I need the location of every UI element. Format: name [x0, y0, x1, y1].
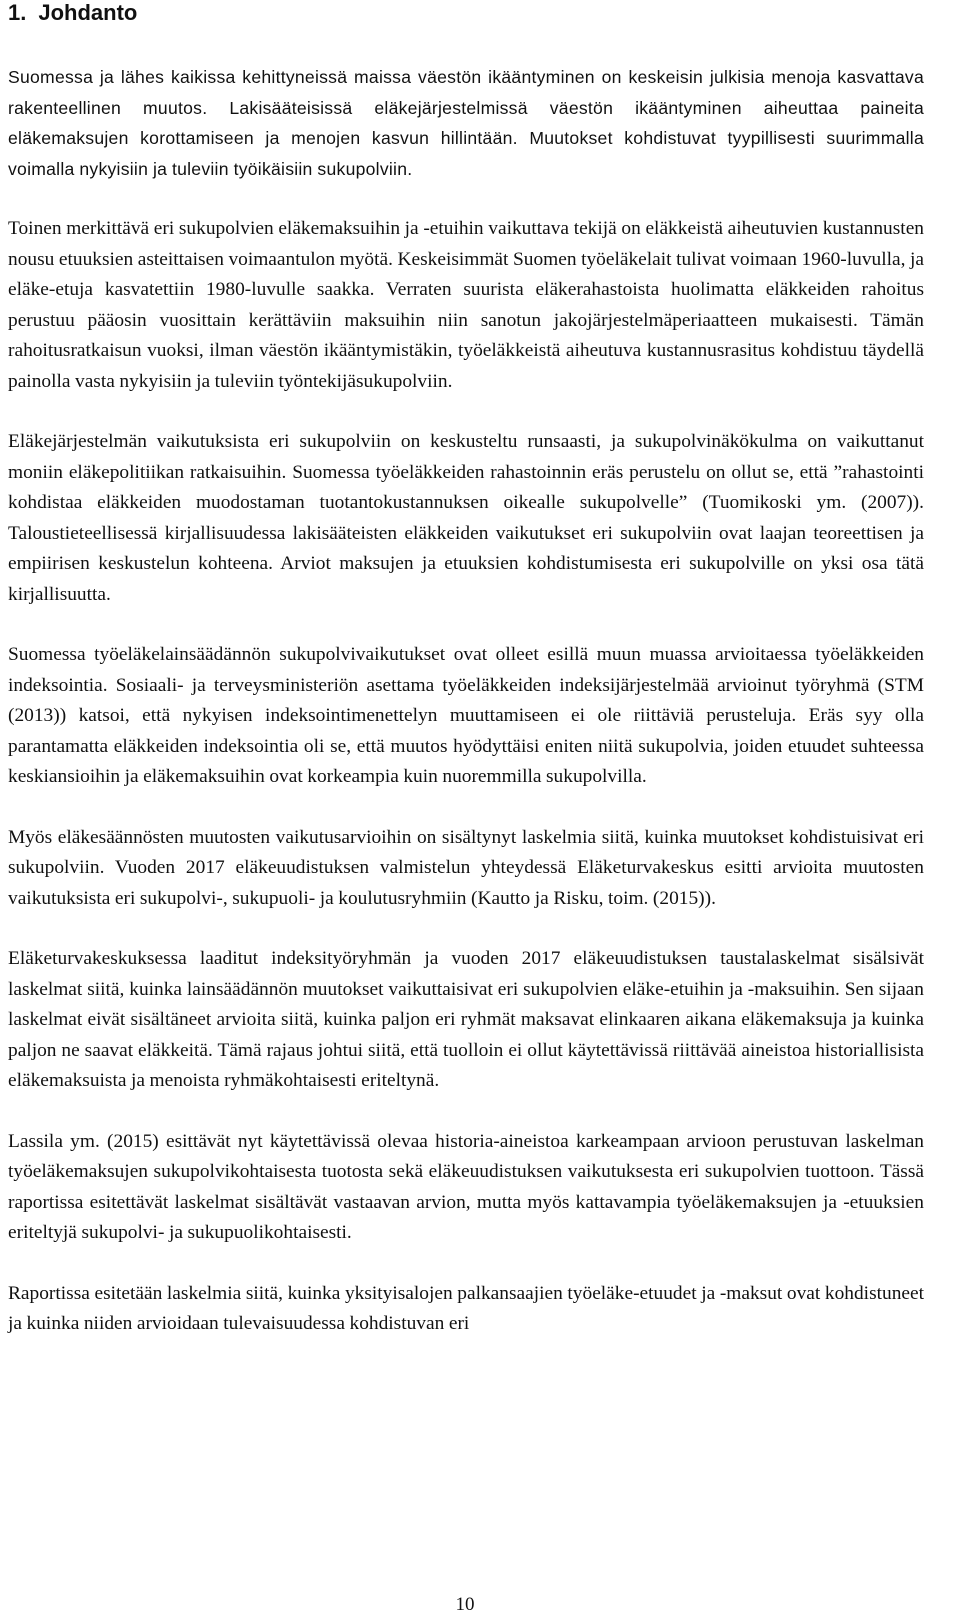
paragraph-intro-text: Suomessa ja lähes kaikissa kehittyneissä maissa väestön ikääntyminen on keskeisin julkisia menoja kasvattava rakenteellinen muutos. Lakisääteisissä eläkejärjestelmissä väestön ikääntyminen aiheuttaa paineita eläkemaksujen korottamiseen ja menojen kasvun hillintään. Muutokset kohdistuvat tyypillisesti suurimmalla voimalla nykyisiin ja tuleviin työikäisiin sukupolviin.	[8, 67, 924, 179]
paragraph: Eläketurvakeskuksessa laaditut indeksityöryhmän ja vuoden 2017 eläkeuudistuksen taustalaskelmat sisälsivät laskelmat siitä, kuinka lainsäädännön muutokset vaikuttaisivat eri sukupolvien eläke-etuihin ja -maksuihin. Sen sijaan laskelmat eivät sisältäneet arvioita siitä, kuinka paljon eri ryhmät maksavat elinkaaren aikana eläkemaksuja ja kuinka paljon ne saavat eläkkeitä. Tämä rajaus johtui siitä, että tuolloin ei ollut käytettävissä riittävää aineistoa historiallisista eläkemaksuista ja menoista ryhmäkohtaisesti eriteltynä.	[8, 948, 924, 1091]
paragraph-intro	[8, 62, 924, 184]
section-heading	[8, 0, 924, 26]
document-page	[8, 0, 924, 1340]
paragraph-last: Raportissa esitetään laskelmia siitä, kuinka yksityisalojen palkansaajien työeläke-etuudet ja -maksut ovat kohdistuneet ja kuinka niiden arvioidaan tulevaisuudessa kohdistuvan eri	[8, 1282, 924, 1334]
paragraph: Eläkejärjestelmän vaikutuksista eri sukupolviin on keskusteltu runsaasti, ja sukupolvinäkökulma on vaikuttanut moniin eläkepolitiikan ratkaisuihin. Suomessa työeläkkeiden rahastoinnin eräs perustelu on ollut se, että ”rahastointi kohdistaa eläkkeiden muodostaman tuotantokustannuksen oikealle sukupolvelle” (Tuomikoski ym. (2007)). Taloustieteellisessä kirjallisuudessa lakisääteisten eläkkeiden vaikutukset eri sukupolviin ovat laajan teoreettisen ja empiirisen keskustelun kohteena. Arviot maksujen ja etuuksien kohdistumisesta eri sukupolville on yksi osa tätä kirjallisuutta.	[8, 431, 924, 605]
paragraph: Toinen merkittävä eri sukupolvien eläkemaksuihin ja -etuihin vaikuttava tekijä on eläkkeistä aiheutuvien kustannusten nousu etuuksien asteittaisen voimaantulon myötä. Keskeisimmät Suomen työeläkelait tulivat voimaan 1960-luvulla, ja eläke-etuja kasvatettiin 1980-luvulle saakka. Verraten suurista eläkerahastoista huolimatta eläkkeiden rahoitus perustuu pääosin vuosittain kerättäviin maksuihin niin sanotun jakojärjestelmäperiaatteen mukaisesti. Tämän rahoitusratkaisun vuoksi, ilman väestön ikääntymistäkin, työeläkkeistä aiheutuva kustannusrasitus kohdistuu täydellä painolla vasta nykyisiin ja tuleviin työntekijäsukupolviin.	[8, 218, 924, 392]
section-title: Johdanto	[38, 0, 138, 25]
paragraph: Suomessa työeläkelainsäädännön sukupolvivaikutukset ovat olleet esillä muun muassa arvioitaessa työeläkkeiden indeksointia. Sosiaali- ja terveysministeriön asettama työeläkkeiden indeksijärjestelmää arvioinut työryhmä (STM (2013)) katsoi, että nykyisen indeksointimenettelyn muuttamiseen ei ole riittäviä perusteluja. Eräs syy olla parantamatta eläkkeiden indeksointia oli se, että muutos hyödyttäisi eniten niitä sukupolvia, joiden etuudet suhteessa keskiansioihin ja eläkemaksuihin ovat korkeampia kuin nuoremmilla sukupolvilla.	[8, 644, 924, 787]
page-number: 10	[455, 1594, 475, 1615]
paragraph: Myös eläkesäännösten muutosten vaikutusarvioihin on sisältynyt laskelmia siitä, kuinka muutokset kohdistuisivat eri sukupolviin. Vuoden 2017 eläkeuudistuksen valmistelun yhteydessä Eläketurvakeskus esitti arvioita muutosten vaikutuksista eri sukupolvi-, sukupuoli- ja koulutusryhmiin (Kautto ja Risku, toim. (2015)).	[8, 826, 924, 909]
paragraph: Lassila ym. (2015) esittävät nyt käytettävissä olevaa historia-aineistoa karkeampaan arvioon perustuvan laskelman työeläkemaksujen sukupolvikohtaisesta tuotosta sekä eläkeuudistuksen vaikutuksesta eri sukupolvien tuottoon. Tässä raportissa esitettävät laskelmat sisältävät vastaavan arvion, mutta myös kattavampia työeläkemaksujen ja -etuuksien eriteltyjä sukupolvi- ja sukupuolikohtaisesti.	[8, 1130, 924, 1243]
section-number: 1.	[8, 0, 27, 25]
